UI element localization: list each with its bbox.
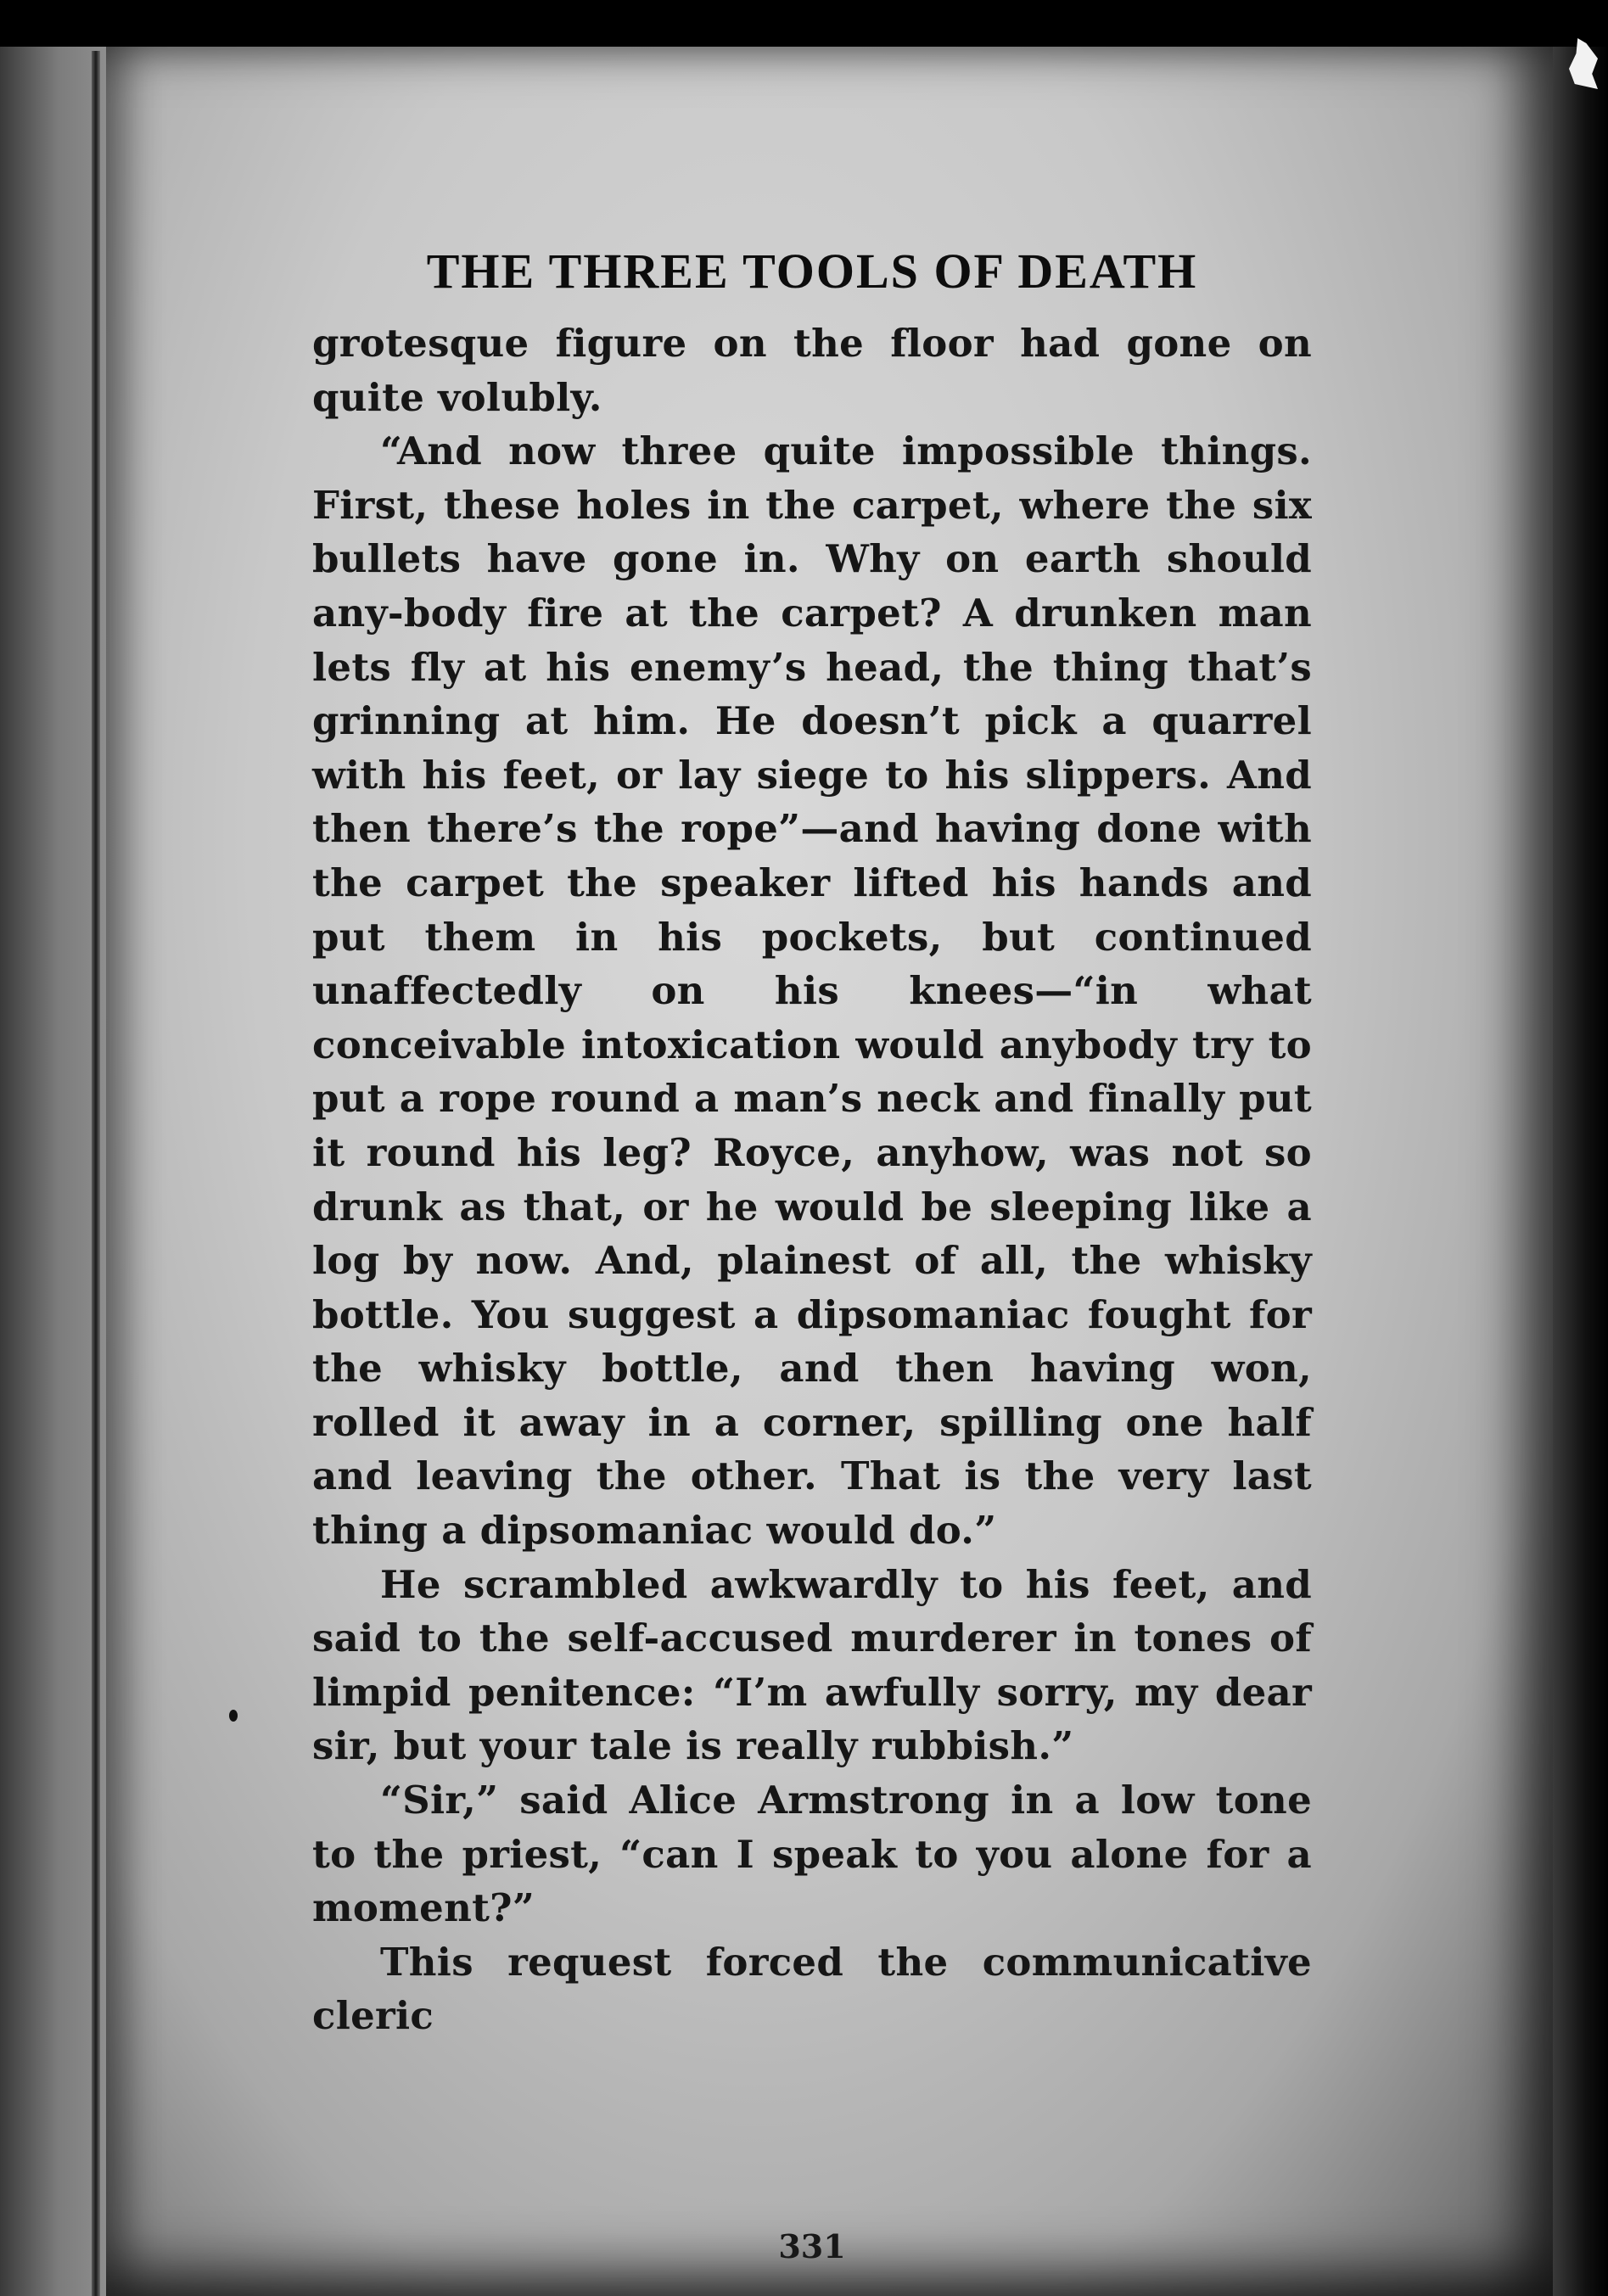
page-number: 331 bbox=[778, 2227, 846, 2265]
paragraph-4: “Sir,” said Alice Armstrong in a low tone to the priest, “can I speak to you alone for a moment?” bbox=[312, 1778, 1312, 1931]
book-gutter bbox=[92, 51, 100, 2296]
page-text-block bbox=[312, 242, 1312, 2265]
paragraph-3: He scrambled awkwardly to his feet, and said to the self-accused murderer in tones of limpid penitence: “I’m awfully sorry, my dear sir, but your tale is really rubbish.” bbox=[312, 1561, 1312, 1769]
running-head: THE THREE TOOLS OF DEATH bbox=[426, 244, 1198, 299]
paragraph-5: This request forced the communicative cleric bbox=[312, 1939, 1312, 2039]
facing-page-edge bbox=[0, 47, 106, 2296]
paragraph-1: grotesque figure on the floor had gone on quite volubly. bbox=[312, 321, 1312, 420]
paragraph-2: “And now three quite impossible things. First, these holes in the carpet, where the six bullets have gone in. Why on earth should any-body fire at the carpet? A drunken man lets fly at his enemy’s head, the thing that’s grinning at him. He doesn’t pick a quarrel with his feet, or lay siege to his slippers. And then there’s the rope”—and having done with the carpet the speaker lifted his hands and put them in his pockets, but continued unaffectedly on his knees—“in what conceivable intoxication would anybody try to put a rope round a man’s neck and finally put it round his leg? Royce, anyhow, was not so drunk as that, or he would be sleeping like a log by now. And, plainest of all, the whisky bottle. You suggest a dipsomaniac fought for the whisky bottle, and then having won, rolled it away in a corner, spilling one half and leaving the other. That is the very last thing a dipsomaniac would do.” bbox=[312, 428, 1312, 1554]
page-shadow-edge bbox=[1553, 47, 1608, 2296]
ink-speck bbox=[229, 1710, 238, 1722]
